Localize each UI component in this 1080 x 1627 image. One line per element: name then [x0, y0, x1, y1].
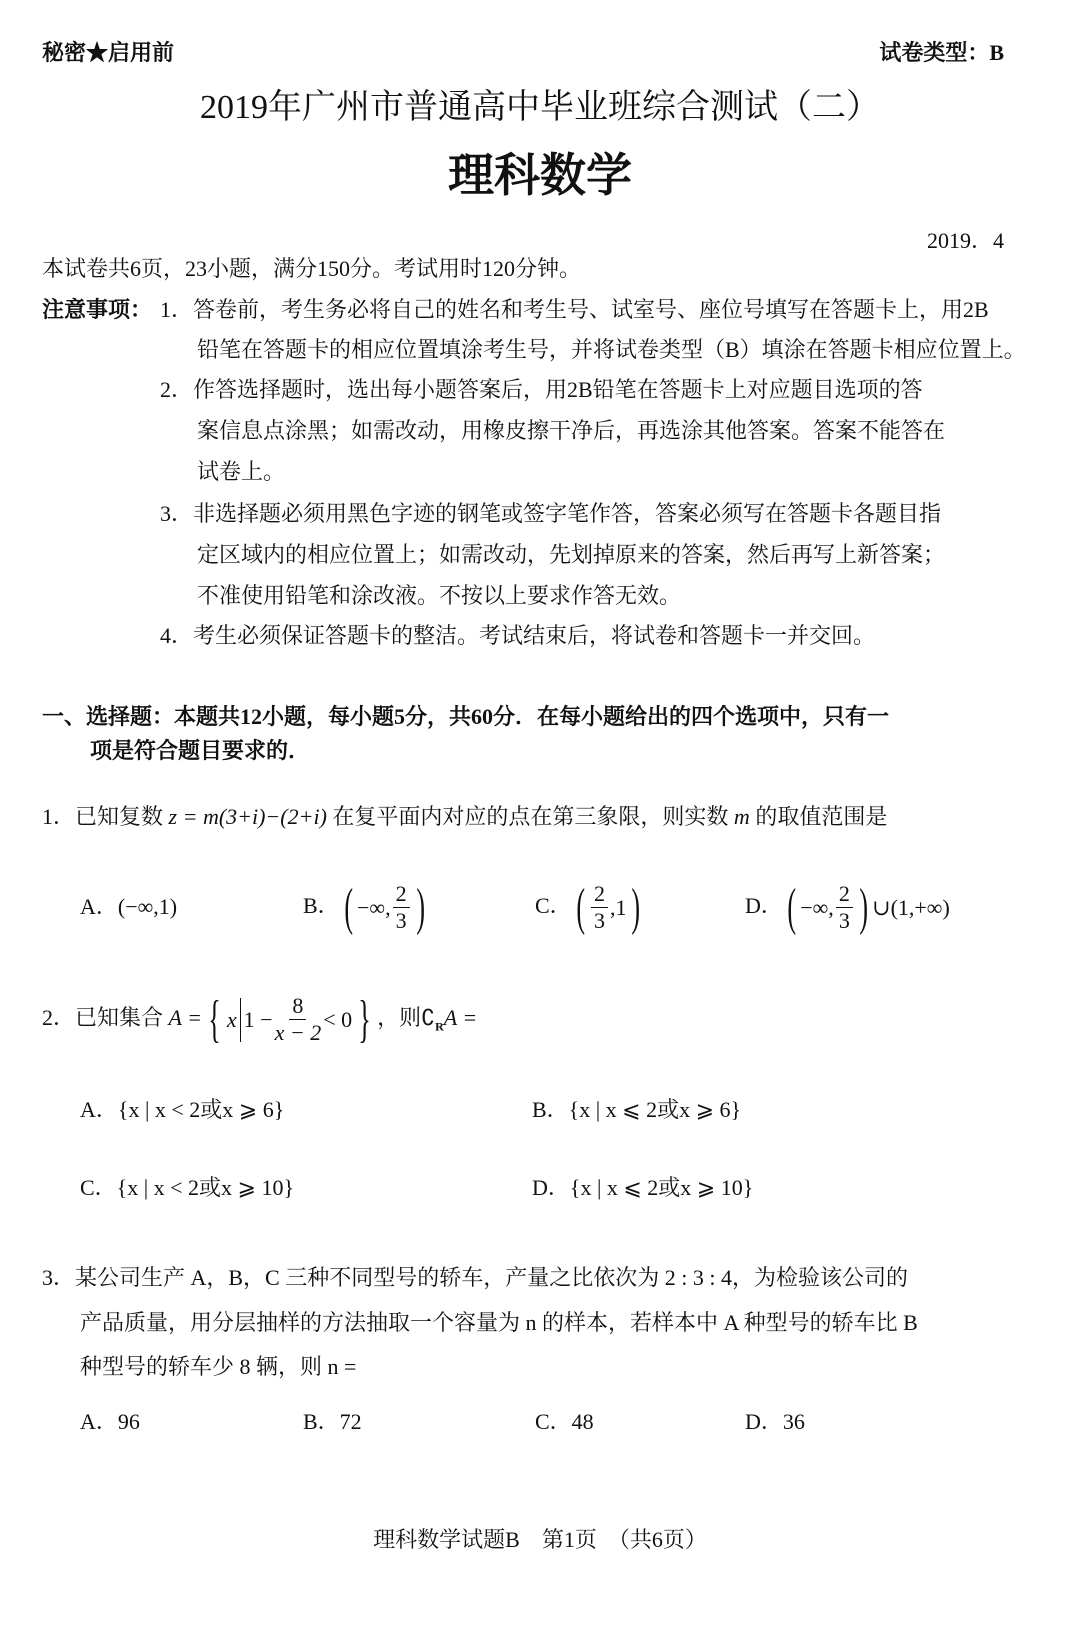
math: ∪(1,+∞): [872, 894, 950, 920]
secret-label: 秘密★启用前: [42, 40, 175, 65]
denominator: x − 2: [274, 1020, 322, 1046]
exam-title: 2019年广州市普通高中毕业班综合测试（二）: [200, 89, 880, 126]
exam-date: 2019．4: [926, 228, 1004, 253]
math: A =: [168, 1005, 202, 1030]
page-footer: 理科数学试题B 第1页 （共6页）: [373, 1527, 707, 1552]
subject-title: 理科数学: [448, 150, 632, 201]
math: ,1: [610, 894, 627, 920]
q-text: 在复平面内对应的点在第三象限，则实数: [332, 804, 729, 829]
math: 1 −: [243, 1006, 273, 1032]
math: x: [226, 1006, 237, 1032]
question-3-cont: 产品质量，用分层抽样的方法抽取一个容量为 n 的样本，若样本中 A 种型号的轿车比 B: [80, 1310, 918, 1335]
notice-line: 试卷上。: [197, 459, 286, 484]
notice-label: 注意事项：: [42, 297, 153, 322]
q2-option-a: A．{x | x < 2或x ⩾ 6}: [80, 1097, 285, 1122]
notice-line: 1．答卷前，考生务必将自己的姓名和考生号、试室号、座位号填写在答题卡上，用2B: [160, 297, 989, 322]
notice-line: 3．非选择题必须用黑色字迹的钢笔或签字笔作答，答案必须写在答题卡各题目指: [160, 501, 942, 526]
q3-option-b: B．72: [303, 1409, 362, 1434]
denominator: 3: [395, 908, 407, 934]
q-number: 1．: [42, 804, 76, 829]
math: < 0: [323, 1006, 353, 1032]
subscript: R: [435, 1019, 444, 1034]
notice-line: 定区域内的相应位置上；如需改动，先划掉原来的答案，然后再写上新答案；: [197, 542, 946, 567]
math: −∞,: [357, 894, 391, 920]
q-var: m: [733, 804, 750, 829]
complement-symbol: ∁: [421, 1005, 436, 1030]
q2-option-c: C．{x | x < 2或x ⩾ 10}: [80, 1175, 295, 1200]
q3-option-d: D．36: [745, 1409, 805, 1434]
math: −∞,: [800, 894, 834, 920]
notice-line: 案信息点涂黑；如需改动，用橡皮擦干净后，再选涂其他答案。答案不能答在: [197, 418, 946, 443]
numerator: 2: [393, 881, 410, 908]
q-text: 已知集合: [75, 1005, 164, 1030]
denominator: 3: [594, 908, 606, 934]
q-formula: z = m(3+i)−(2+i): [168, 804, 327, 829]
numerator: 2: [836, 881, 853, 908]
q3-option-c: C．48: [535, 1409, 594, 1434]
section-heading-cont: 项是符合题目要求的．: [90, 738, 311, 763]
q2-option-b: B．{x | x ⩽ 2或x ⩾ 6}: [532, 1097, 742, 1122]
option-label: C．: [535, 893, 572, 918]
notice-line: 2．作答选择题时，选出每小题答案后，用2B铅笔在答题卡上对应题目选项的答: [160, 377, 923, 402]
q2-option-d: D．{x | x ⩽ 2或x ⩾ 10}: [532, 1175, 754, 1200]
question-2: 2．已知集合 A = { x 1 − $\frac{8}{x - 2}$ < 0 } ，则$∁_RA$ =: [42, 990, 478, 1048]
q-text: ，则: [377, 1005, 422, 1030]
intro: 本试卷共6页，23小题，满分150分。考试用时120分钟。: [42, 256, 582, 281]
notice-line: 铅笔在答题卡的相应位置填涂考生号，并将试卷类型（B）填涂在答题卡相应位置上。: [197, 337, 1026, 362]
q1-option-b: B．( −∞, $\frac{2}{3}$ ): [303, 878, 425, 936]
q-number: 2．: [42, 1005, 76, 1030]
numerator: 2: [591, 881, 608, 908]
q1-option-a: A．(−∞,1): [80, 894, 178, 919]
q3-option-a: A．96: [80, 1409, 140, 1434]
notice-line: 4．考生必须保证答题卡的整洁。考试结束后，将试卷和答题卡一并交回。: [160, 623, 876, 648]
q-text: 已知复数: [75, 804, 164, 829]
option-label: B．: [303, 893, 340, 918]
notice-line: 不准使用铅笔和涂改液。不按以上要求作答无效。: [197, 583, 682, 608]
numerator: 8: [289, 993, 306, 1020]
question-1: [42, 802, 887, 832]
section-heading: 一、选择题：本题共12小题，每小题5分，共60分．在每小题给出的四个选项中，只有一: [42, 704, 890, 729]
question-3: 3．某公司生产 A，B，C 三种不同型号的轿车，产量之比依次为 2 : 3 : 4，为检验该公司的: [42, 1265, 908, 1290]
denominator: 3: [838, 908, 850, 934]
q1-option-d: D．( −∞, $\frac{2}{3}$ ) ∪(1,+∞): [745, 878, 950, 936]
question-3-cont: 种型号的轿车少 8 辆，则 n =: [80, 1354, 357, 1379]
math: A =: [443, 1005, 478, 1030]
q-text: 的取值范围是: [755, 804, 888, 829]
paper-type: 试卷类型：B: [879, 40, 1004, 65]
q1-option-c: C．( $\frac{2}{3}$ ,1): [535, 878, 640, 936]
option-label: D．: [745, 893, 783, 918]
